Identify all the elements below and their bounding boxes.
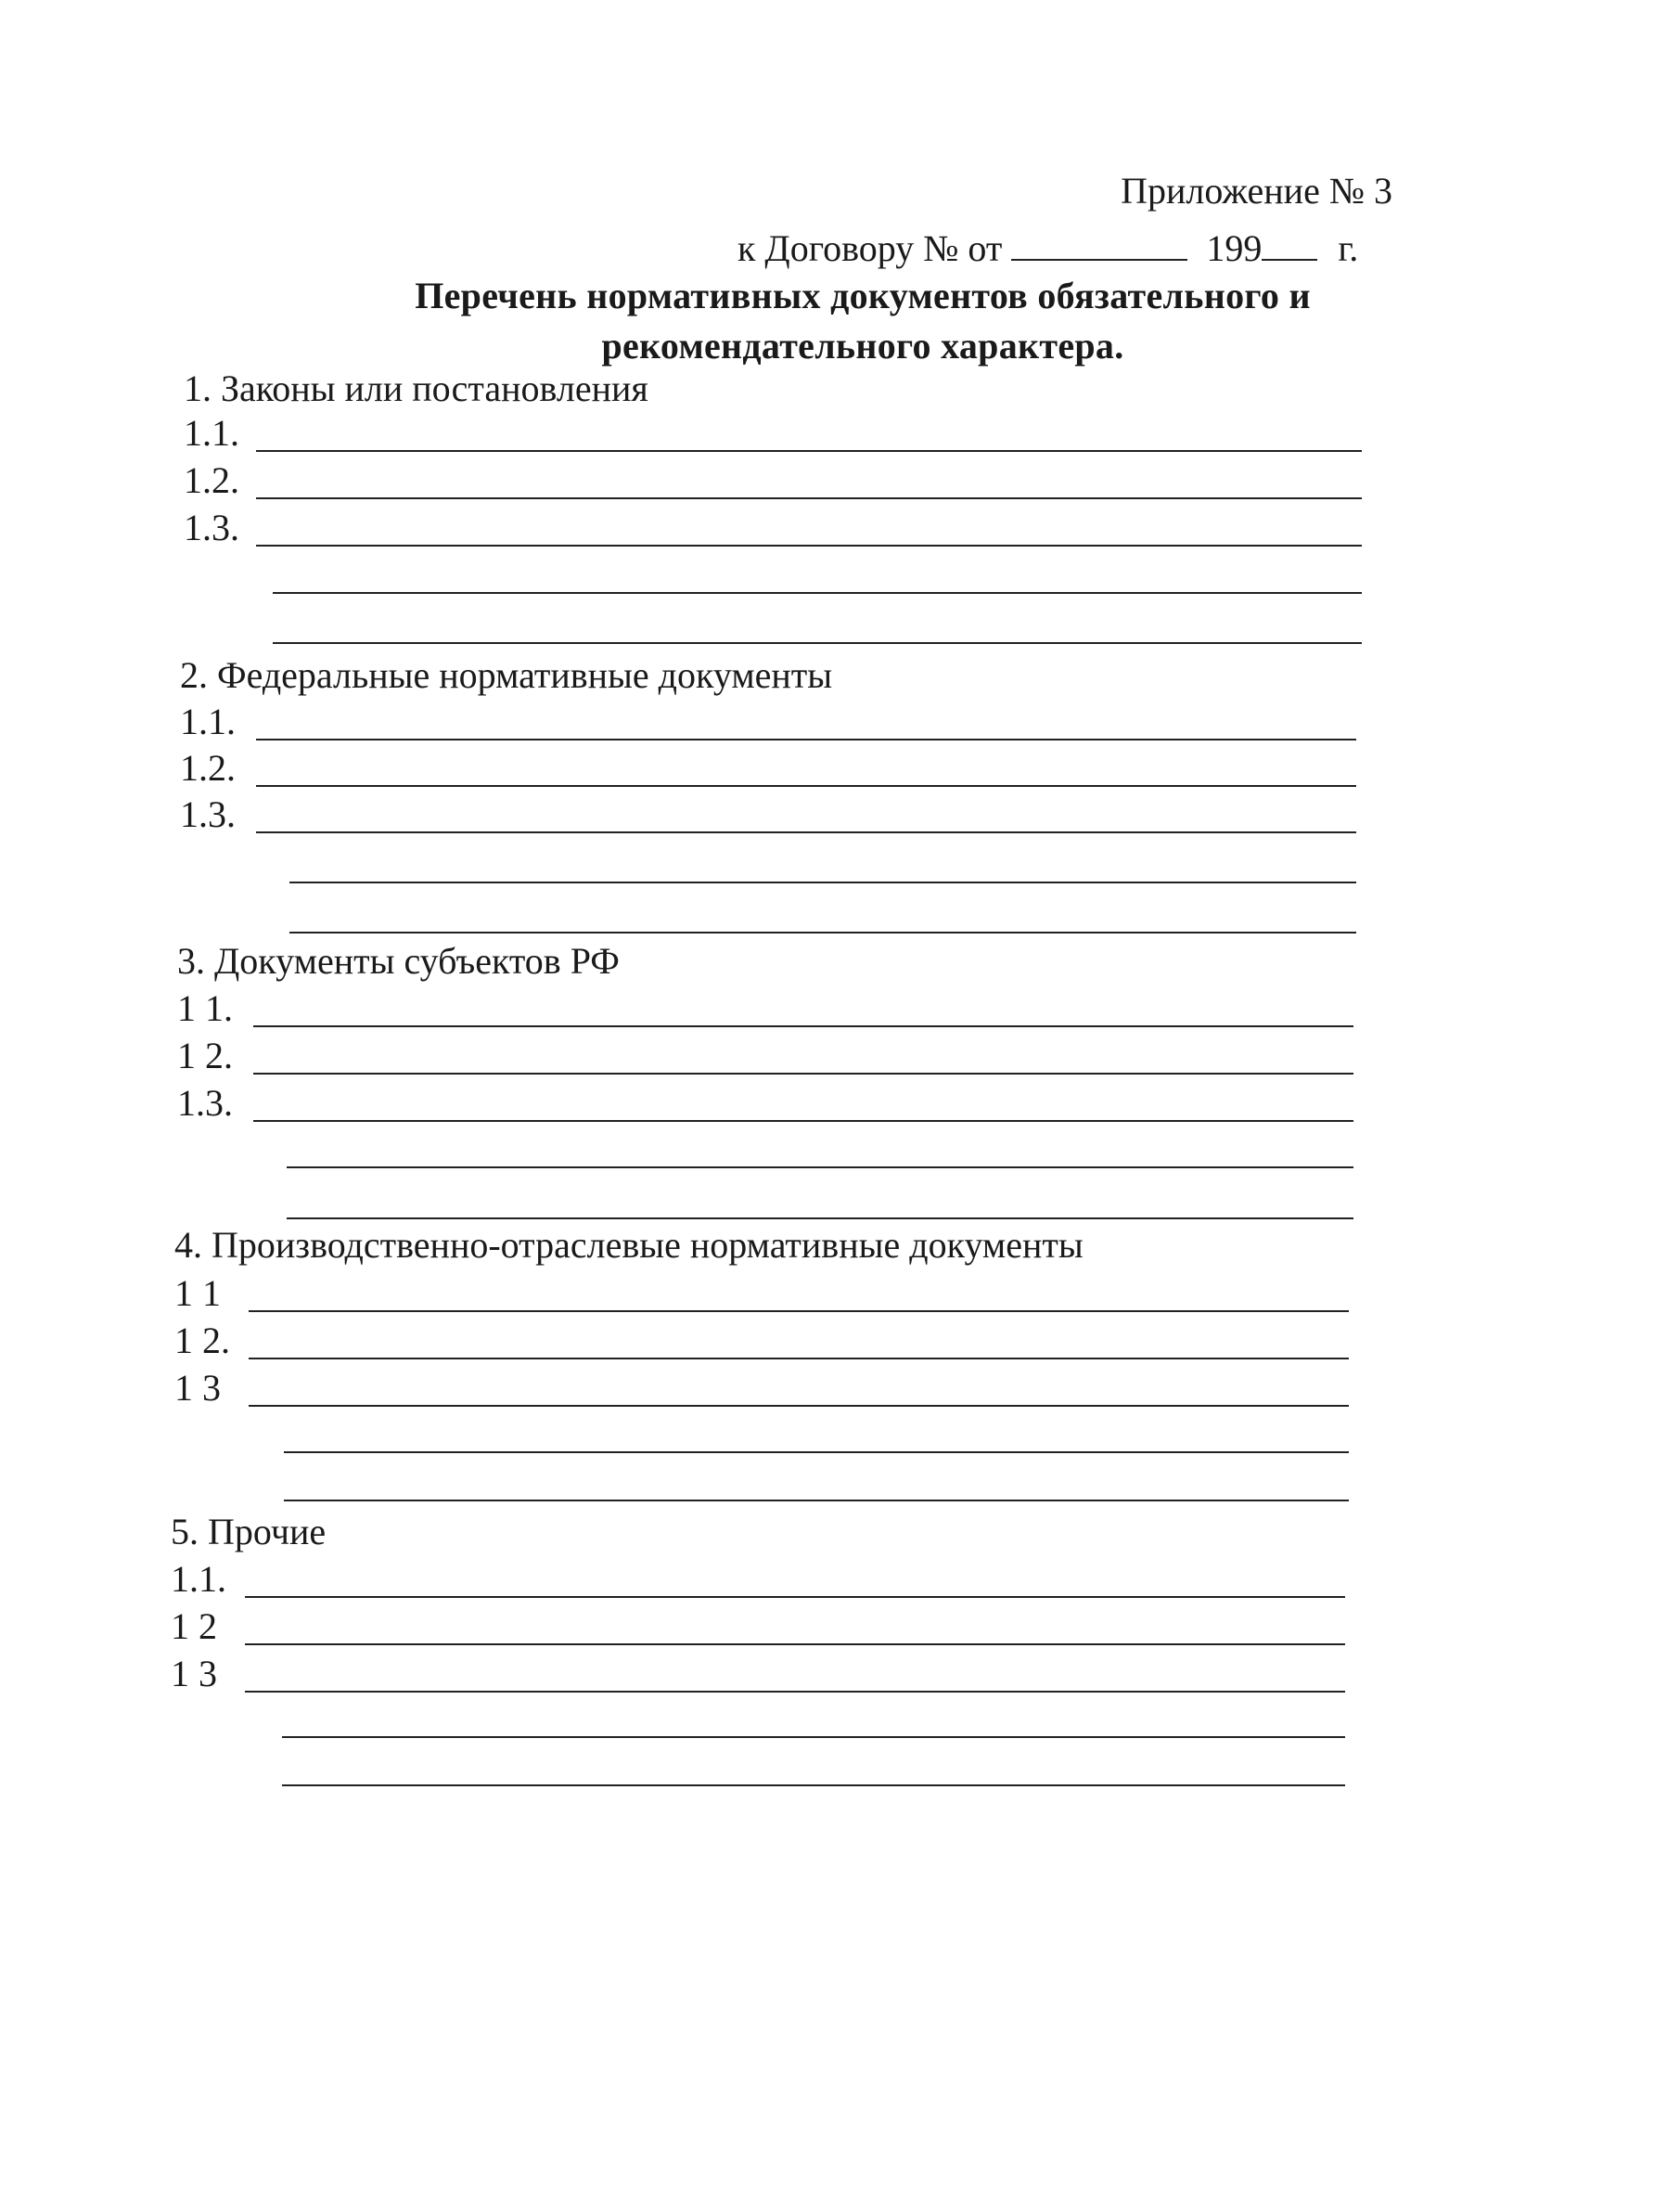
item-number: 1.3.: [180, 793, 236, 835]
fill-line: [256, 785, 1356, 787]
item-number: 1.1.: [180, 701, 236, 742]
extra-fill-line: [287, 1217, 1353, 1219]
item-number: 1.3.: [177, 1082, 233, 1124]
fill-line: [253, 1120, 1353, 1122]
item-number: 1 3: [174, 1367, 221, 1409]
fill-line: [253, 1073, 1353, 1075]
title-line-2: рекомендательного характера.: [601, 325, 1124, 367]
contract-reference: [737, 226, 1358, 270]
list-item: [180, 746, 1358, 792]
extra-fill-line: [287, 1166, 1353, 1168]
list-item: [171, 1604, 1349, 1651]
fill-line: [245, 1643, 1345, 1645]
list-item: [177, 1034, 1355, 1080]
title-line-1: Перечень нормативных документов обязательного и: [415, 275, 1311, 316]
fill-line: [249, 1405, 1349, 1407]
item-number: 1.2.: [184, 459, 239, 501]
document-title: [167, 271, 1558, 371]
list-item: [174, 1271, 1353, 1318]
item-number: 1 2.: [177, 1035, 233, 1076]
year-prefix: 199: [1206, 227, 1263, 269]
item-number: 1.3.: [184, 507, 239, 548]
fill-line: [249, 1358, 1349, 1359]
item-number: 1.2.: [180, 747, 236, 789]
list-item: [184, 411, 1362, 457]
list-item: [174, 1366, 1353, 1412]
list-item: [184, 506, 1362, 552]
extra-fill-line: [282, 1736, 1345, 1738]
year-suffix: г.: [1338, 227, 1359, 269]
item-number: 1.1.: [171, 1558, 226, 1600]
list-item: [177, 1081, 1355, 1127]
section-heading: 3. Документы субъектов РФ: [177, 940, 620, 982]
list-item: [171, 1557, 1349, 1603]
list-item: [171, 1652, 1349, 1698]
fill-line: [256, 739, 1356, 740]
section-heading: 2. Федеральные нормативные документы: [180, 654, 833, 696]
list-item: [177, 986, 1355, 1033]
list-item: [184, 458, 1362, 505]
item-number: 1 3: [171, 1653, 217, 1694]
contract-prefix: к Договору № от: [737, 227, 1003, 269]
extra-fill-line: [273, 592, 1362, 594]
extra-fill-line: [273, 642, 1362, 644]
extra-fill-line: [282, 1784, 1345, 1786]
fill-line: [256, 545, 1362, 547]
section-heading: 1. Законы или постановления: [184, 367, 648, 409]
fill-line: [249, 1310, 1349, 1312]
item-number: 1.1.: [184, 412, 239, 454]
item-number: 1 2: [171, 1605, 217, 1647]
extra-fill-line: [289, 882, 1356, 883]
appendix-label: Приложение № 3: [1121, 170, 1392, 212]
contract-date-blank: [1011, 231, 1187, 261]
extra-fill-line: [284, 1500, 1349, 1501]
extra-fill-line: [289, 932, 1356, 934]
section-heading: 5. Прочие: [171, 1511, 327, 1552]
item-number: 1 2.: [174, 1320, 230, 1361]
fill-line: [245, 1596, 1345, 1598]
list-item: [174, 1319, 1353, 1365]
list-item: [180, 700, 1358, 746]
extra-fill-line: [284, 1451, 1349, 1453]
list-item: [180, 792, 1358, 839]
year-blank: [1262, 231, 1317, 261]
fill-line: [256, 450, 1362, 452]
fill-line: [256, 497, 1362, 499]
section-heading: 4. Производственно-отраслевые нормативные документы: [174, 1224, 1084, 1266]
item-number: 1 1.: [177, 987, 233, 1029]
fill-line: [256, 831, 1356, 833]
fill-line: [253, 1025, 1353, 1027]
item-number: 1 1: [174, 1272, 221, 1314]
fill-line: [245, 1691, 1345, 1693]
